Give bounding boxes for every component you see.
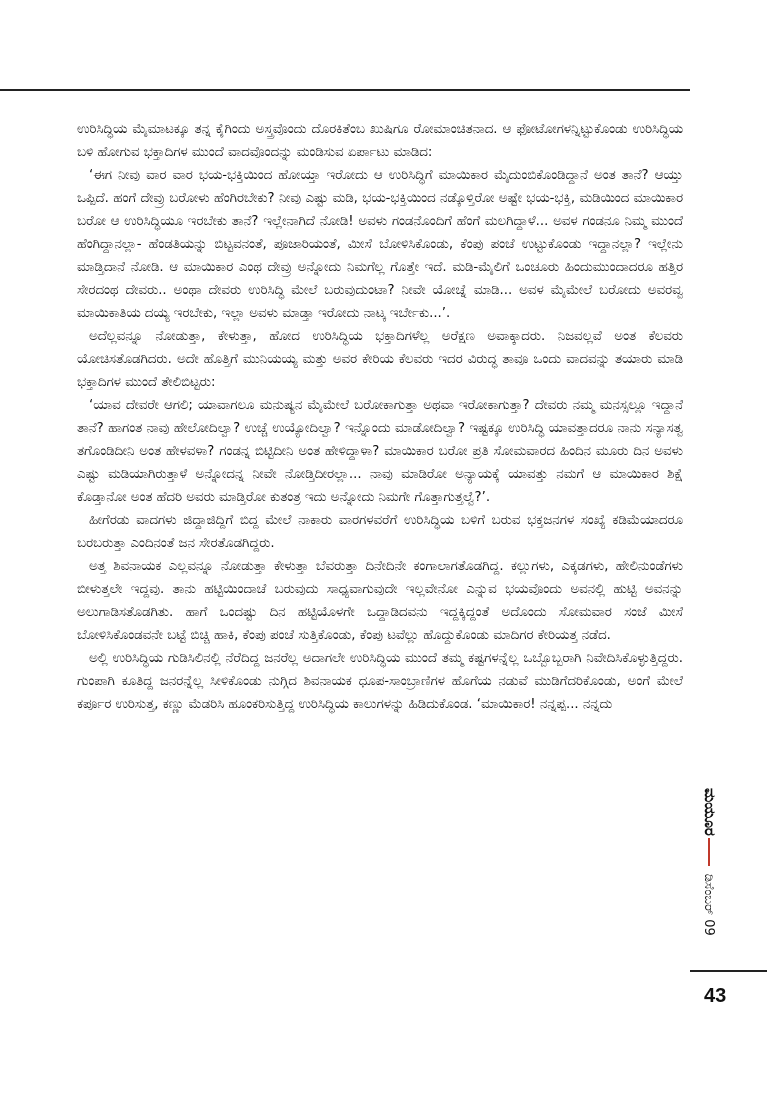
magazine-name: ಮಯೂರ [701, 788, 719, 836]
page-number: 43 [704, 985, 727, 1007]
paragraph-1: ಉರಿಸಿದ್ಧಿಯ ಮೈಮಾಟಕ್ಕೂ ತನ್ನ ಕೈಗಿಂದು ಅಸ್ತ್ರವೊಂದು ದೊರಕಿತೆಂಬ ಖುಷಿಗೂ ರೋಮಾಂಚಿತನಾದ. ಆ ಫೋಟೋಗಳನ್ನಿಟ್ಟುಕೊಂಡು ಉರಿಸಿದ್ಧಿಯ ಬಳಿ ಹೋಗುವ ಭಕ್ತಾದಿಗಳ ಮುಂದೆ ವಾದವೊಂದನ್ನು ಮಂಡಿಸುವ ಏರ್ಪಾಟು ಮಾಡಿದ: [77, 122, 683, 160]
paragraph-3: ಅದೆಲ್ಲವನ್ನೂ ನೋಡುತ್ತಾ, ಕೇಳುತ್ತಾ, ಹೋದ ಉರಿಸಿದ್ಧಿಯ ಭಕ್ತಾದಿಗಳೆಲ್ಲ ಅರೆಕ್ಷಣ ಅವಾಕ್ಕಾದರು. ನಿಜವಲ್ಲವೆ ಅಂತ ಕೆಲವರು ಯೋಚಿಸತೊಡಗಿದರು. ಅದೇ ಹೊತ್ತಿಗೆ ಮುನಿಯಯ್ಯ ಮತ್ತು ಅವರ ಕೇರಿಯ ಕೆಲವರು ಇದರ ವಿರುದ್ಧ ತಾವೂ ಒಂದು ವಾದವನ್ನು ತಯಾರು ಮಾಡಿ ಭಕ್ತಾದಿಗಳ ಮುಂದೆ ತೇಲಿಬಿಟ್ಟರು: [77, 329, 683, 390]
paragraph-7: ಅಲ್ಲಿ ಉರಿಸಿದ್ಧಿಯ ಗುಡಿಸಿಲಿನಲ್ಲಿ ನೆರೆದಿದ್ದ ಜನರೆಲ್ಲ ಅದಾಗಲೇ ಉರಿಸಿದ್ಧಿಯ ಮುಂದೆ ತಮ್ಮ ಕಷ್ಟಗಳನ್ನೆಲ್ಲ ಒಬ್ಬೊಬ್ಬರಾಗಿ ನಿವೇದಿಸಿಕೊಳ್ಳುತ್ತಿದ್ದರು. ಗುಂಪಾಗಿ ಕೂತಿದ್ದ ಜನರನ್ನೆಲ್ಲ ಸೀಳಿಕೊಂಡು ನುಗ್ಗಿದ ಶಿವನಾಯಕ ಧೂಪ-ಸಾಂಬ್ರಾಣಿಗಳ ಹೊಗೆಯ ನಡುವೆ ಮುಡಿಗೆದರಿಕೊಂಡು, ಅಂಗೆ ಮೇಲೆ ಕರ್ಪೂರ ಉರಿಸುತ್ತ, ಕಣ್ಣು ಮೆಡರಿಸಿ ಹೂಂಕರಿಸುತ್ತಿದ್ದ ಉರಿಸಿದ್ಧಿಯ ಕಾಲುಗಳನ್ನು ಹಿಡಿದುಕೊಂಡ. ‘ಮಾಯಿಕಾರ! ನನ್ನಪ್ಪ... ನನ್ನದು [77, 651, 683, 712]
paragraph-6: ಅತ್ತ ಶಿವನಾಯಕ ಎಲ್ಲವನ್ನೂ ನೋಡುತ್ತಾ ಕೇಳುತ್ತಾ ಬೆವರುತ್ತಾ ದಿನೇದಿನೇ ಕಂಗಾಲಾಗತೊಡಗಿದ್ದ. ಕಲ್ಲುಗಳು, ಎಕ್ಕಡಗಳು, ಹೇಲಿನುಂಡೆಗಳು ಬೀಳುತ್ತಲೇ ಇದ್ದವು. ತಾನು ಹಟ್ಟಿಯಿಂದಾಚೆ ಬರುವುದು ಸಾಧ್ಯವಾಗುವುದೇ ಇಲ್ಲವೇನೋ ಎನ್ನುವ ಭಯವೊಂದು ಅವನಲ್ಲಿ ಹುಟ್ಟಿ ಅವನನ್ನು ಅಲುಗಾಡಿಸತೊಡಗಿತು. ಹಾಗೆ ಒಂದಷ್ಟು ದಿನ ಹಟ್ಟಿಯೊಳಗೇ ಒದ್ದಾಡಿದವನು ಇದ್ದಕ್ಕಿದ್ದಂತೆ ಅದೊಂದು ಸೋಮವಾರ ಸಂಜೆ ಮೀಸೆ ಬೋಳಿಸಿಕೊಂಡವನೇ ಬಟ್ಟೆ ಬಿಚ್ಚಿ ಹಾಕಿ, ಕೆಂಪು ಪಂಚೆ ಸುತ್ತಿಕೊಂಡು, ಕೆಂಪು ಟವೆಲ್ಲು ಹೊದ್ದುಕೊಂಡು ಮಾದಿಗರ ಕೇರಿಯತ್ತ ನಡೆದ. [77, 559, 683, 643]
footer-rule [690, 970, 767, 972]
header-rule [0, 89, 690, 91]
brand-underline [709, 838, 711, 866]
issue-date: ಡಿಸೆಂಬರ್ 09 [701, 873, 716, 936]
paragraph-2: ‘ಈಗ ನೀವು ವಾರ ವಾರ ಭಯ-ಭಕ್ತಿಯಿಂದ ಹೋಯ್ತಾ ಇರೋದು ಆ ಉರಿಸಿದ್ಧಿಗೆ ಮಾಯಿಕಾರ ಮೈದುಂಬಿಕೊಂಡಿದ್ದಾನೆ ಅಂತ ತಾನೆ? ಆಯ್ತು ಒಪ್ಪಿದೆ. ಹಂಗೆ ದೇವ್ರು ಬರೋಳು ಹೆಂಗಿರಬೇಕು? ನೀವು ಎಷ್ಟು ಮಡಿ, ಭಯ-ಭಕ್ತಿಯಿಂದ ನಡ್ಕೊಳ್ತಿರೋ ಅಷ್ಟೇ ಭಯ-ಭಕ್ತಿ, ಮಡಿಯಿಂದ ಮಾಯಿಕಾರ ಬರೋ ಆ ಉರಿಸಿದ್ಧಿಯೂ ಇರಬೇಕು ತಾನೆ? ಇಲ್ಲೇನಾಗಿದೆ ನೋಡಿ! ಅವಳು ಗಂಡನೊಂದಿಗೆ ಹೆಂಗೆ ಮಲಗಿದ್ದಾಳೆ... ಅವಳ ಗಂಡನೂ ನಿಮ್ಮ ಮುಂದೆ ಹೆಂಗಿದ್ದಾನಲ್ಲಾ- ಹೆಂಡತಿಯನ್ನು ಬಿಟ್ಟವನಂತೆ, ಪೂಜಾರಿಯಂತೆ, ಮೀಸೆ ಬೋಳಿಸಿಕೊಂಡು, ಕೆಂಪು ಪಂಚೆ ಉಟ್ಟುಕೊಂಡು ಇದ್ದಾನಲ್ಲಾ? ಇಲ್ಲೇನು ಮಾಡ್ತಿದಾನೆ ನೋಡಿ. ಆ ಮಾಯಿಕಾರ ಎಂಥ ದೇವ್ರು ಅನ್ನೋದು ನಿಮಗೆಲ್ಲ ಗೊತ್ತೇ ಇದೆ. ಮಡಿ-ಮೈಲಿಗೆ ಒಂಚೂರು ಹಿಂದುಮುಂದಾದರೂ ಹತ್ತಿರ ಸೇರದಂಥ ದೇವರು.. ಅಂಥಾ ದೇವರು ಉರಿಸಿದ್ಧಿ ಮೇಲೆ ಬರುವುದುಂಟಾ? ನೀವೇ ಯೋಚ್ನೆ ಮಾಡಿ... ಅವಳ ಮೈಮೇಲೆ ಬರೋದು ಅವರವ್ವ ಮಾಯಿಕಾತಿಯ ದಯ್ಯ ಇರಬೇಕು, ಇಲ್ಲಾ ಅವಳು ಮಾಡ್ತಾ ಇರೋದು ನಾಟ್ಕ ಇರ್ಬೇಕು...’. [77, 168, 683, 321]
paragraph-5: ಹೀಗೆರಡು ವಾದಗಳು ಜಿದ್ದಾಜಿದ್ದಿಗೆ ಬಿದ್ದ ಮೇಲೆ ನಾಕಾರು ವಾರಗಳವರೆಗೆ ಉರಿಸಿದ್ಧಿಯ ಬಳಿಗೆ ಬರುವ ಭಕ್ತಜನಗಳ ಸಂಖ್ಯೆ ಕಡಿಮೆಯಾದರೂ ಬರಬರುತ್ತಾ ಎಂದಿನಂತೆ ಜನ ಸೇರತೊಡಗಿದ್ದರು. [77, 513, 683, 551]
spine-label [695, 788, 725, 978]
paragraph-4: ‘ಯಾವ ದೇವರೇ ಆಗಲಿ; ಯಾವಾಗಲೂ ಮನುಷ್ಯನ ಮೈಮೇಲೆ ಬರೋಕಾಗುತ್ತಾ ಅಥವಾ ಇರೋಕಾಗುತ್ತಾ? ದೇವರು ನಮ್ಮ ಮನಸ್ಸಲ್ಲೂ ಇದ್ದಾನೆ ತಾನೆ? ಹಾಗಂತ ನಾವು ಹೇಲೋದಿಲ್ವಾ? ಉಚ್ಚೆ ಉಯ್ಯೋದಿಲ್ವಾ? ಇನ್ನೊಂದು ಮಾಡೋದಿಲ್ವಾ? ಇಷ್ಟಕ್ಕೂ ಉರಿಸಿದ್ಧಿ ಯಾವತ್ತಾದರೂ ನಾನು ಸನ್ಯಾಸತ್ವ ತಗೊಂಡಿದೀನಿ ಅಂತ ಹೇಳವಳಾ? ಗಂಡನ್ನ ಬಿಟ್ಟಿದೀನಿ ಅಂತ ಹೇಳಿದ್ದಾಳಾ? ಮಾಯಿಕಾರ ಬರೋ ಪ್ರತಿ ಸೋಮವಾರದ ಹಿಂದಿನ ಮೂರು ದಿನ ಅವಳು ಎಷ್ಟು ಮಡಿಯಾಗಿರುತ್ತಾಳೆ ಅನ್ನೋದನ್ನ ನೀವೇ ನೋಡ್ತಿದೀರಲ್ಲಾ... ನಾವು ಮಾಡಿರೋ ಅನ್ಯಾಯಕ್ಕೆ ಯಾವತ್ತು ನಮಗೆ ಆ ಮಾಯಿಕಾರ ಶಿಕ್ಷೆ ಕೊಡ್ತಾನೋ ಅಂತ ಹೆದರಿ ಅವರು ಮಾಡ್ತಿರೋ ಕುತಂತ್ರ ಇದು ಅನ್ನೋದು ನಿಮಗೇ ಗೊತ್ತಾಗುತ್ತಲ್ವೆ?’. [77, 398, 683, 505]
article-body [77, 118, 683, 716]
